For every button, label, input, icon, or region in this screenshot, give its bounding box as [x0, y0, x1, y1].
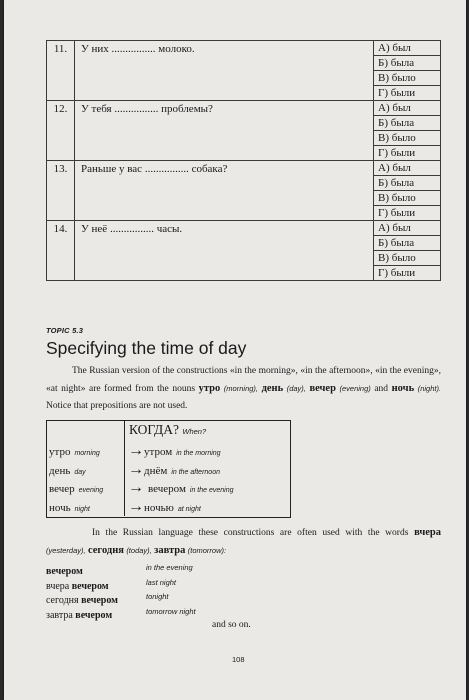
exercise-option: В) было — [374, 191, 441, 206]
phrase-row: вчера вечером last night — [46, 577, 177, 592]
arrow-icon: → — [128, 442, 144, 459]
phrase-row: вечером in the evening — [46, 563, 193, 577]
exercise-question: У тебя ................ проблемы? — [75, 101, 374, 161]
exercise-option: А) был — [374, 101, 441, 116]
when-noun-row: утро morning — [49, 446, 100, 458]
exercise-row — [47, 161, 441, 176]
when-form-row: →днём in the afternoon — [128, 460, 220, 478]
exercise-number: 14. — [47, 221, 75, 281]
exercise-option: А) был — [374, 161, 441, 176]
when-forms-column — [124, 421, 290, 516]
exercise-option: Б) была — [374, 116, 441, 131]
exercise-option: Б) была — [374, 56, 441, 71]
page-number: 108 — [232, 655, 245, 664]
exercise-option: Г) были — [374, 86, 441, 101]
exercise-option: Б) была — [374, 236, 441, 251]
exercise-question: У них ................ молоко. — [75, 41, 374, 101]
second-paragraph: In the Russian language these constructions are often used with the words вчера (yesterday), сегодня (today), завтра (tomorrow): — [46, 527, 442, 556]
phrase-row: сегодня вечером tonight — [46, 592, 169, 606]
when-form-row: →утром in the morning — [128, 442, 221, 459]
arrow-icon: → — [128, 460, 144, 478]
when-noun-row: день day — [49, 464, 86, 477]
when-form-row: → вечером in the evening — [128, 479, 234, 496]
exercise-option: Г) были — [374, 146, 441, 161]
exercise-question: У неё ................ часы. — [75, 221, 374, 281]
exercise-option: Г) были — [374, 206, 441, 221]
exercise-row — [47, 221, 441, 236]
when-table — [46, 420, 291, 518]
exercise-option: Б) была — [374, 176, 441, 191]
arrow-icon: → — [128, 497, 144, 515]
when-form-row: →ночью at night — [128, 497, 201, 515]
exercise-option: В) было — [374, 251, 441, 266]
exercise-question: Раньше у вас ................ собака? — [75, 161, 374, 221]
exercise-option: А) был — [374, 41, 441, 56]
exercise-option: В) было — [374, 131, 441, 146]
exercise-row — [47, 101, 441, 116]
when-nouns-column — [47, 442, 123, 516]
exercise-number: 13. — [47, 161, 75, 221]
and-so-on: and so on. — [212, 620, 251, 630]
exercise-table — [46, 40, 441, 281]
exercise-number: 11. — [47, 41, 75, 101]
exercise-option: Г) были — [374, 266, 441, 281]
exercise-option: А) был — [374, 221, 441, 236]
arrow-icon: → — [128, 479, 144, 496]
when-noun-row: вечер evening — [49, 483, 104, 495]
exercise-option: В) было — [374, 71, 441, 86]
phrase-list — [46, 563, 196, 621]
when-noun-row: ночь night — [49, 501, 90, 514]
exercise-number: 12. — [47, 101, 75, 161]
exercise-row — [47, 41, 441, 56]
book-page — [4, 0, 466, 700]
when-heading: КОГДА? When? — [129, 422, 207, 437]
topic-label: TOPIC 5.3 — [46, 326, 84, 335]
topic-title: Specifying the time of day — [46, 338, 247, 358]
intro-paragraph: The Russian version of the constructions «in the morning», «in the afternoon», «in the evening», «at night» are formed from the nouns утро (morning), день (day), вечер (evening) and ночь (night). Notice that prepositions are not used. — [46, 366, 442, 411]
phrase-row: завтра вечером tomorrow night — [46, 606, 196, 621]
